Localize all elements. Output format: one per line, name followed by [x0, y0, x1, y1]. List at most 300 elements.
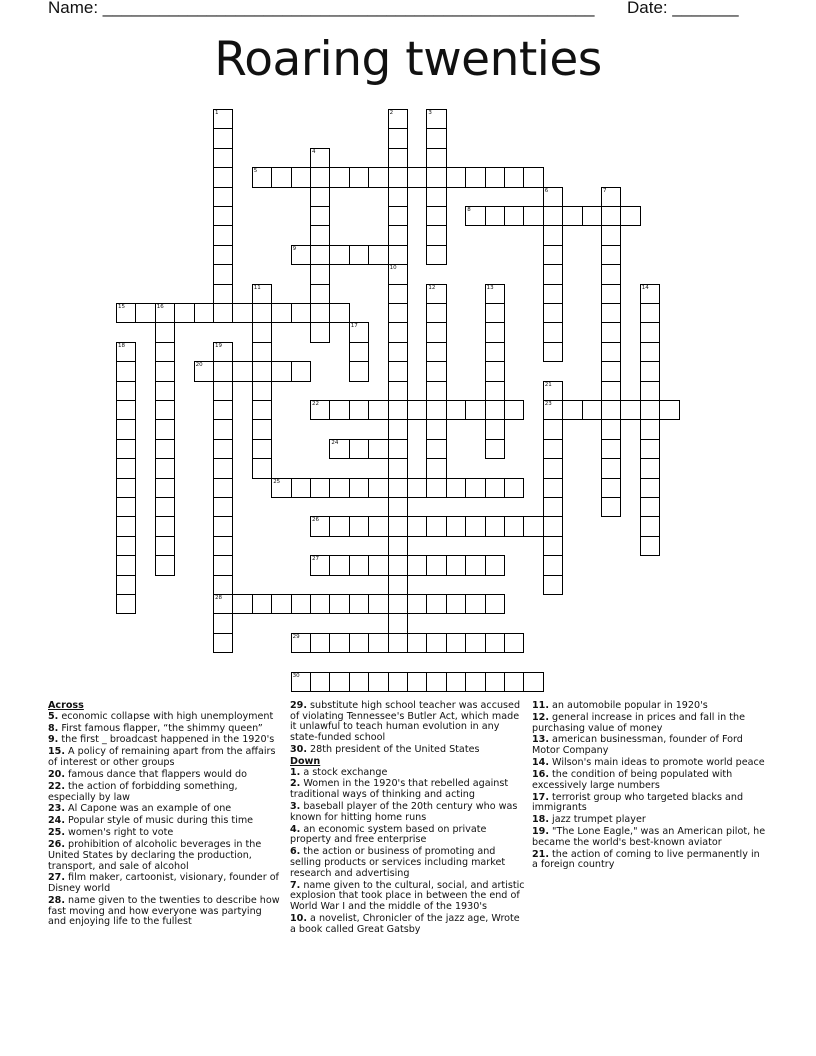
grid-cell[interactable] [349, 516, 369, 536]
grid-cell[interactable] [155, 555, 175, 575]
grid-cell[interactable] [407, 633, 427, 653]
grid-cell[interactable] [310, 555, 330, 575]
grid-cell[interactable] [252, 322, 272, 342]
grid-cell[interactable] [388, 303, 408, 323]
grid-cell[interactable] [543, 342, 563, 362]
grid-cell[interactable] [426, 458, 446, 478]
grid-cell[interactable] [465, 206, 485, 226]
grid-cell[interactable] [465, 400, 485, 420]
grid-cell[interactable] [213, 148, 233, 168]
grid-cell[interactable] [349, 439, 369, 459]
grid-cell[interactable] [426, 594, 446, 614]
grid-cell[interactable] [155, 478, 175, 498]
grid-cell[interactable] [155, 322, 175, 342]
grid-cell[interactable] [485, 516, 505, 536]
grid-cell[interactable] [485, 478, 505, 498]
grid-cell[interactable] [213, 516, 233, 536]
grid-cell[interactable] [601, 439, 621, 459]
grid-cell[interactable] [543, 419, 563, 439]
grid-cell[interactable] [213, 284, 233, 304]
grid-cell[interactable] [426, 400, 446, 420]
grid-cell[interactable] [252, 284, 272, 304]
grid-cell[interactable] [523, 167, 543, 187]
grid-cell[interactable] [426, 167, 446, 187]
grid-cell[interactable] [349, 245, 369, 265]
grid-cell[interactable] [213, 128, 233, 148]
grid-cell[interactable] [291, 245, 311, 265]
grid-cell[interactable] [562, 400, 582, 420]
grid-cell[interactable] [213, 594, 233, 614]
grid-cell[interactable] [485, 400, 505, 420]
grid-cell[interactable] [601, 381, 621, 401]
grid-cell[interactable] [116, 555, 136, 575]
grid-cell[interactable] [407, 400, 427, 420]
grid-cell[interactable] [213, 245, 233, 265]
grid-cell[interactable] [310, 672, 330, 692]
grid-cell[interactable] [291, 478, 311, 498]
grid-cell[interactable] [252, 458, 272, 478]
grid-cell[interactable] [446, 594, 466, 614]
grid-cell[interactable] [349, 672, 369, 692]
grid-cell[interactable] [465, 167, 485, 187]
grid-cell[interactable] [368, 594, 388, 614]
grid-cell[interactable] [485, 342, 505, 362]
grid-cell[interactable] [388, 419, 408, 439]
grid-cell[interactable] [271, 361, 291, 381]
grid-cell[interactable] [116, 439, 136, 459]
grid-cell[interactable] [601, 187, 621, 207]
grid-cell[interactable] [252, 439, 272, 459]
grid-cell[interactable] [465, 594, 485, 614]
grid-cell[interactable] [155, 303, 175, 323]
grid-cell[interactable] [116, 400, 136, 420]
grid-cell[interactable] [291, 594, 311, 614]
grid-cell[interactable] [407, 478, 427, 498]
grid-cell[interactable] [407, 594, 427, 614]
grid-cell[interactable] [116, 594, 136, 614]
grid-cell[interactable] [213, 361, 233, 381]
grid-cell[interactable] [213, 419, 233, 439]
grid-cell[interactable] [426, 342, 446, 362]
grid-cell[interactable] [213, 497, 233, 517]
grid-cell[interactable] [388, 342, 408, 362]
grid-cell[interactable] [388, 672, 408, 692]
grid-cell[interactable] [116, 497, 136, 517]
grid-cell[interactable] [465, 516, 485, 536]
grid-cell[interactable] [213, 633, 233, 653]
grid-cell[interactable] [640, 419, 660, 439]
grid-cell[interactable] [640, 458, 660, 478]
grid-cell[interactable] [194, 303, 214, 323]
grid-cell[interactable] [155, 400, 175, 420]
grid-cell[interactable] [426, 555, 446, 575]
grid-cell[interactable] [349, 633, 369, 653]
grid-cell[interactable] [252, 400, 272, 420]
grid-cell[interactable] [504, 400, 524, 420]
grid-cell[interactable] [446, 633, 466, 653]
grid-cell[interactable] [388, 497, 408, 517]
grid-cell[interactable] [426, 633, 446, 653]
grid-cell[interactable] [388, 361, 408, 381]
grid-cell[interactable] [426, 381, 446, 401]
grid-cell[interactable] [349, 322, 369, 342]
grid-cell[interactable] [543, 284, 563, 304]
grid-cell[interactable] [465, 478, 485, 498]
grid-cell[interactable] [213, 555, 233, 575]
grid-cell[interactable] [213, 613, 233, 633]
grid-cell[interactable] [485, 381, 505, 401]
grid-cell[interactable] [213, 187, 233, 207]
grid-cell[interactable] [446, 672, 466, 692]
grid-cell[interactable] [504, 633, 524, 653]
grid-cell[interactable] [543, 516, 563, 536]
grid-cell[interactable] [213, 400, 233, 420]
grid-cell[interactable] [329, 633, 349, 653]
grid-cell[interactable] [271, 167, 291, 187]
grid-cell[interactable] [640, 497, 660, 517]
grid-cell[interactable] [543, 206, 563, 226]
grid-cell[interactable] [640, 516, 660, 536]
grid-cell[interactable] [601, 284, 621, 304]
grid-cell[interactable] [349, 400, 369, 420]
grid-cell[interactable] [349, 361, 369, 381]
grid-cell[interactable] [310, 284, 330, 304]
grid-cell[interactable] [504, 206, 524, 226]
grid-cell[interactable] [640, 400, 660, 420]
grid-cell[interactable] [329, 303, 349, 323]
grid-cell[interactable] [388, 555, 408, 575]
grid-cell[interactable] [543, 303, 563, 323]
grid-cell[interactable] [485, 167, 505, 187]
grid-cell[interactable] [523, 672, 543, 692]
grid-cell[interactable] [271, 594, 291, 614]
grid-cell[interactable] [426, 245, 446, 265]
grid-cell[interactable] [388, 167, 408, 187]
grid-cell[interactable] [388, 284, 408, 304]
grid-cell[interactable] [388, 206, 408, 226]
grid-cell[interactable] [116, 458, 136, 478]
grid-cell[interactable] [213, 439, 233, 459]
grid-cell[interactable] [388, 536, 408, 556]
grid-cell[interactable] [504, 516, 524, 536]
grid-cell[interactable] [426, 187, 446, 207]
grid-cell[interactable] [116, 516, 136, 536]
grid-cell[interactable] [504, 672, 524, 692]
grid-cell[interactable] [620, 206, 640, 226]
grid-cell[interactable] [213, 381, 233, 401]
grid-cell[interactable] [310, 148, 330, 168]
grid-cell[interactable] [426, 672, 446, 692]
grid-cell[interactable] [543, 536, 563, 556]
grid-cell[interactable] [601, 322, 621, 342]
grid-cell[interactable] [388, 439, 408, 459]
grid-cell[interactable] [543, 264, 563, 284]
grid-cell[interactable] [155, 516, 175, 536]
grid-cell[interactable] [485, 633, 505, 653]
grid-cell[interactable] [426, 206, 446, 226]
grid-cell[interactable] [485, 361, 505, 381]
grid-cell[interactable] [640, 536, 660, 556]
grid-cell[interactable] [640, 381, 660, 401]
grid-cell[interactable] [116, 303, 136, 323]
grid-cell[interactable] [485, 322, 505, 342]
grid-cell[interactable] [349, 555, 369, 575]
grid-cell[interactable] [116, 419, 136, 439]
grid-cell[interactable] [252, 303, 272, 323]
grid-cell[interactable] [310, 167, 330, 187]
grid-cell[interactable] [485, 439, 505, 459]
grid-cell[interactable] [601, 342, 621, 362]
grid-cell[interactable] [426, 109, 446, 129]
grid-cell[interactable] [310, 264, 330, 284]
grid-cell[interactable] [213, 225, 233, 245]
grid-cell[interactable] [426, 439, 446, 459]
grid-cell[interactable] [485, 284, 505, 304]
grid-cell[interactable] [213, 342, 233, 362]
grid-cell[interactable] [562, 206, 582, 226]
grid-cell[interactable] [465, 633, 485, 653]
grid-cell[interactable] [388, 225, 408, 245]
grid-cell[interactable] [543, 400, 563, 420]
grid-cell[interactable] [155, 361, 175, 381]
grid-cell[interactable] [426, 128, 446, 148]
grid-cell[interactable] [213, 109, 233, 129]
grid-cell[interactable] [155, 497, 175, 517]
grid-cell[interactable] [601, 497, 621, 517]
grid-cell[interactable] [388, 613, 408, 633]
grid-cell[interactable] [407, 516, 427, 536]
grid-cell[interactable] [485, 672, 505, 692]
grid-cell[interactable] [426, 148, 446, 168]
grid-cell[interactable] [310, 594, 330, 614]
grid-cell[interactable] [485, 555, 505, 575]
grid-cell[interactable] [601, 245, 621, 265]
grid-cell[interactable] [368, 478, 388, 498]
grid-cell[interactable] [601, 206, 621, 226]
grid-cell[interactable] [349, 594, 369, 614]
grid-cell[interactable] [601, 419, 621, 439]
grid-cell[interactable] [155, 439, 175, 459]
grid-cell[interactable] [329, 167, 349, 187]
grid-cell[interactable] [640, 284, 660, 304]
grid-cell[interactable] [329, 672, 349, 692]
grid-cell[interactable] [446, 400, 466, 420]
grid-cell[interactable] [310, 516, 330, 536]
grid-cell[interactable] [368, 633, 388, 653]
grid-cell[interactable] [523, 206, 543, 226]
grid-cell[interactable] [543, 245, 563, 265]
grid-cell[interactable] [368, 167, 388, 187]
grid-cell[interactable] [213, 458, 233, 478]
grid-cell[interactable] [485, 419, 505, 439]
grid-cell[interactable] [310, 303, 330, 323]
grid-cell[interactable] [388, 575, 408, 595]
grid-cell[interactable] [446, 516, 466, 536]
grid-cell[interactable] [213, 167, 233, 187]
grid-cell[interactable] [213, 575, 233, 595]
grid-cell[interactable] [388, 516, 408, 536]
grid-cell[interactable] [291, 167, 311, 187]
grid-cell[interactable] [271, 303, 291, 323]
grid-cell[interactable] [426, 361, 446, 381]
grid-cell[interactable] [543, 225, 563, 245]
grid-cell[interactable] [155, 458, 175, 478]
grid-cell[interactable] [446, 167, 466, 187]
grid-cell[interactable] [349, 478, 369, 498]
grid-cell[interactable] [388, 594, 408, 614]
grid-cell[interactable] [232, 303, 252, 323]
grid-cell[interactable] [232, 361, 252, 381]
grid-cell[interactable] [388, 245, 408, 265]
grid-cell[interactable] [252, 594, 272, 614]
grid-cell[interactable] [174, 303, 194, 323]
grid-cell[interactable] [329, 400, 349, 420]
grid-cell[interactable] [543, 381, 563, 401]
grid-cell[interactable] [543, 187, 563, 207]
grid-cell[interactable] [659, 400, 679, 420]
grid-cell[interactable] [194, 361, 214, 381]
grid-cell[interactable] [310, 478, 330, 498]
grid-cell[interactable] [446, 555, 466, 575]
grid-cell[interactable] [601, 478, 621, 498]
grid-cell[interactable] [155, 381, 175, 401]
grid-cell[interactable] [310, 206, 330, 226]
grid-cell[interactable] [640, 439, 660, 459]
grid-cell[interactable] [310, 245, 330, 265]
grid-cell[interactable] [329, 555, 349, 575]
grid-cell[interactable] [543, 458, 563, 478]
grid-cell[interactable] [116, 536, 136, 556]
grid-cell[interactable] [388, 458, 408, 478]
grid-cell[interactable] [310, 225, 330, 245]
grid-cell[interactable] [465, 672, 485, 692]
grid-cell[interactable] [252, 167, 272, 187]
grid-cell[interactable] [426, 322, 446, 342]
grid-cell[interactable] [368, 672, 388, 692]
grid-cell[interactable] [116, 342, 136, 362]
grid-cell[interactable] [426, 516, 446, 536]
grid-cell[interactable] [213, 303, 233, 323]
grid-cell[interactable] [485, 594, 505, 614]
grid-cell[interactable] [601, 400, 621, 420]
grid-cell[interactable] [116, 478, 136, 498]
grid-cell[interactable] [252, 419, 272, 439]
grid-cell[interactable] [329, 516, 349, 536]
grid-cell[interactable] [601, 225, 621, 245]
grid-cell[interactable] [291, 633, 311, 653]
grid-cell[interactable] [329, 594, 349, 614]
grid-cell[interactable] [388, 128, 408, 148]
grid-cell[interactable] [426, 284, 446, 304]
grid-cell[interactable] [601, 458, 621, 478]
grid-cell[interactable] [252, 361, 272, 381]
grid-cell[interactable] [485, 303, 505, 323]
grid-cell[interactable] [407, 167, 427, 187]
grid-cell[interactable] [426, 303, 446, 323]
grid-cell[interactable] [368, 516, 388, 536]
grid-cell[interactable] [543, 439, 563, 459]
grid-cell[interactable] [582, 400, 602, 420]
grid-cell[interactable] [213, 206, 233, 226]
grid-cell[interactable] [426, 225, 446, 245]
grid-cell[interactable] [407, 672, 427, 692]
grid-cell[interactable] [640, 361, 660, 381]
grid-cell[interactable] [601, 303, 621, 323]
grid-cell[interactable] [329, 478, 349, 498]
grid-cell[interactable] [232, 594, 252, 614]
grid-cell[interactable] [135, 303, 155, 323]
grid-cell[interactable] [446, 478, 466, 498]
grid-cell[interactable] [155, 342, 175, 362]
grid-cell[interactable] [388, 148, 408, 168]
grid-cell[interactable] [310, 633, 330, 653]
grid-cell[interactable] [543, 555, 563, 575]
grid-cell[interactable] [213, 264, 233, 284]
grid-cell[interactable] [213, 536, 233, 556]
grid-cell[interactable] [310, 322, 330, 342]
grid-cell[interactable] [543, 575, 563, 595]
grid-cell[interactable] [368, 439, 388, 459]
grid-cell[interactable] [252, 381, 272, 401]
grid-cell[interactable] [543, 322, 563, 342]
grid-cell[interactable] [601, 361, 621, 381]
grid-cell[interactable] [155, 536, 175, 556]
grid-cell[interactable] [252, 342, 272, 362]
grid-cell[interactable] [291, 303, 311, 323]
grid-cell[interactable] [291, 672, 311, 692]
grid-cell[interactable] [213, 478, 233, 498]
grid-cell[interactable] [640, 322, 660, 342]
grid-cell[interactable] [155, 419, 175, 439]
grid-cell[interactable] [640, 478, 660, 498]
grid-cell[interactable] [504, 478, 524, 498]
grid-cell[interactable] [388, 381, 408, 401]
grid-cell[interactable] [485, 206, 505, 226]
grid-cell[interactable] [640, 342, 660, 362]
grid-cell[interactable] [388, 633, 408, 653]
grid-cell[interactable] [329, 245, 349, 265]
grid-cell[interactable] [388, 109, 408, 129]
grid-cell[interactable] [349, 167, 369, 187]
grid-cell[interactable] [388, 322, 408, 342]
grid-cell[interactable] [349, 342, 369, 362]
grid-cell[interactable] [465, 555, 485, 575]
grid-cell[interactable] [582, 206, 602, 226]
grid-cell[interactable] [116, 381, 136, 401]
grid-cell[interactable] [329, 439, 349, 459]
grid-cell[interactable] [368, 245, 388, 265]
grid-cell[interactable] [640, 303, 660, 323]
grid-cell[interactable] [291, 361, 311, 381]
grid-cell[interactable] [116, 361, 136, 381]
grid-cell[interactable] [543, 478, 563, 498]
grid-cell[interactable] [388, 187, 408, 207]
grid-cell[interactable] [116, 575, 136, 595]
grid-cell[interactable] [388, 478, 408, 498]
grid-cell[interactable] [523, 516, 543, 536]
grid-cell[interactable] [271, 478, 291, 498]
grid-cell[interactable] [388, 400, 408, 420]
grid-cell[interactable] [426, 478, 446, 498]
grid-cell[interactable] [601, 264, 621, 284]
grid-cell[interactable] [543, 497, 563, 517]
grid-cell[interactable] [368, 555, 388, 575]
grid-cell[interactable] [388, 264, 408, 284]
grid-cell[interactable] [368, 400, 388, 420]
grid-cell[interactable] [310, 187, 330, 207]
grid-cell[interactable] [310, 400, 330, 420]
grid-cell[interactable] [620, 400, 640, 420]
